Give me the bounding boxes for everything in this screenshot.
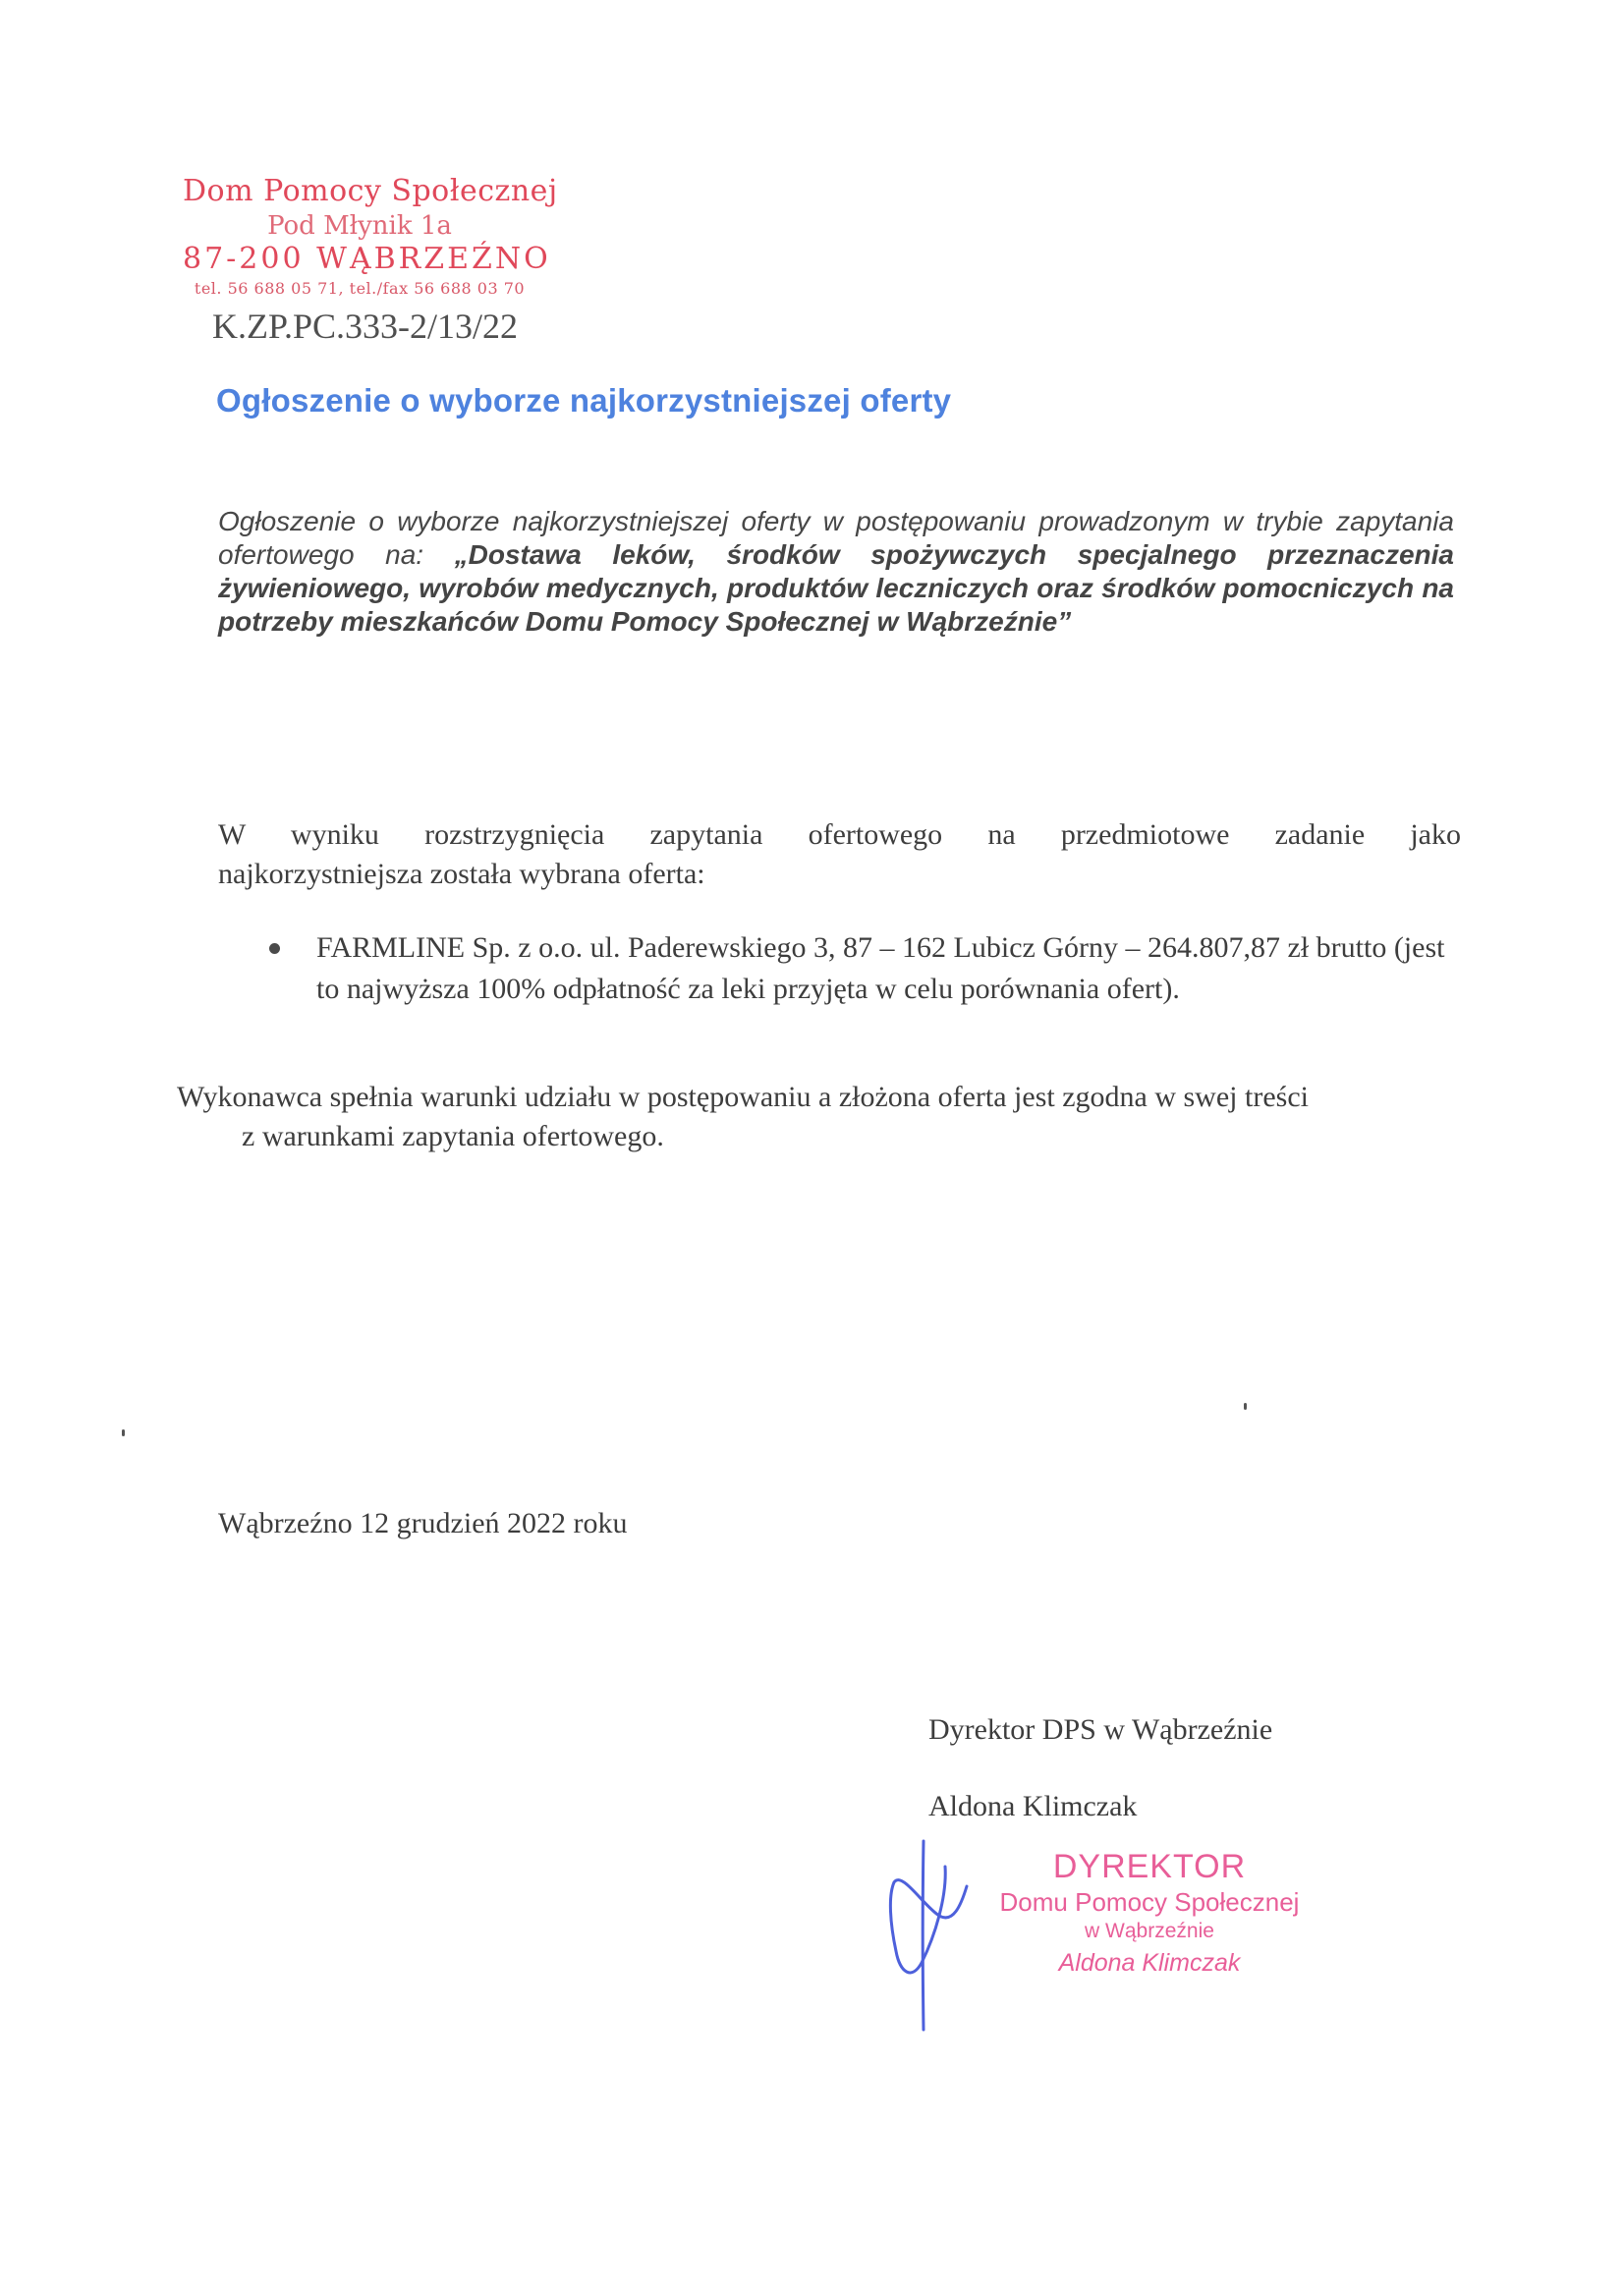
intro-text: Ogłoszenie o wyborze najkorzystniejszej oferty w postępowaniu prowadzonym w trybie zapytania ofertowego na: (218, 506, 1454, 570)
result-line-1: W wyniku rozstrzygnięcia zapytania ofertowego na przedmiotowe zadanie jako (218, 818, 1461, 851)
scan-speck (122, 1429, 125, 1436)
result-line-2: najkorzystniejsza została wybrana oferta: (218, 858, 705, 890)
stamp-postal-city: 87-200 WĄBRZEŹNO (183, 242, 551, 276)
compliance-line-1: Wykonawca spełnia warunki udziału w postępowaniu a złożona oferta jest zgodna w swej treści (177, 1081, 1309, 1113)
document-title: Ogłoszenie o wyborze najkorzystniejszej oferty (216, 382, 952, 419)
stamp-institution-name: Dom Pomocy Społecznej (183, 174, 558, 208)
signatory-name: Aldona Klimczak (928, 1790, 1138, 1822)
signature-stroke (923, 1841, 924, 2030)
procurement-subject: „Dostawa leków, środków spożywczych specjalnego przeznaczenia żywieniowego, wyrobów medycznych, produktów leczniczych oraz środków pomocniczych na potrzeby mieszkańców Domu Pomocy Społecznej w Wąbrzeźnie” (218, 539, 1454, 637)
bullet-icon (269, 943, 280, 954)
compliance-line-2: z warunkami zapytania ofertowego. (242, 1120, 664, 1152)
offer-text: FARMLINE Sp. z o.o. ul. Paderewskiego 3, 87 – 162 Lubicz Górny – 264.807,87 zł brutto (jest to najwyższa 100% odpłatność za leki przyjęta w celu porównania ofert). (316, 931, 1445, 1005)
offer-item (265, 927, 1464, 1010)
date-place-line: Wąbrzeźno 12 grudzień 2022 roku (218, 1507, 628, 1539)
stamp-street: Pod Młynik 1a (267, 211, 452, 241)
director-stamp-institution: Domu Pomocy Społecznej (999, 1887, 1300, 1917)
result-paragraph (218, 815, 1461, 894)
stamp-phones: tel. 56 688 05 71, tel./fax 56 688 03 70 (194, 279, 526, 298)
scan-speck (1244, 1403, 1247, 1410)
institution-stamp (183, 173, 558, 301)
director-stamp-title: DYREKTOR (1052, 1848, 1247, 1885)
offer-list (265, 927, 1464, 1010)
handwritten-signature-icon (884, 1837, 973, 2034)
signature-stroke (890, 1867, 967, 1973)
compliance-paragraph (177, 1078, 1493, 1156)
director-stamp (973, 1847, 1326, 1981)
intro-paragraph (218, 505, 1454, 639)
director-stamp-name: Aldona Klimczak (1058, 1949, 1241, 1977)
signatory-title: Dyrektor DPS w Wąbrzeźnie (928, 1713, 1273, 1746)
director-stamp-city: w Wąbrzeźnie (1085, 1920, 1214, 1942)
reference-number: K.ZP.PC.333-2/13/22 (212, 307, 519, 346)
